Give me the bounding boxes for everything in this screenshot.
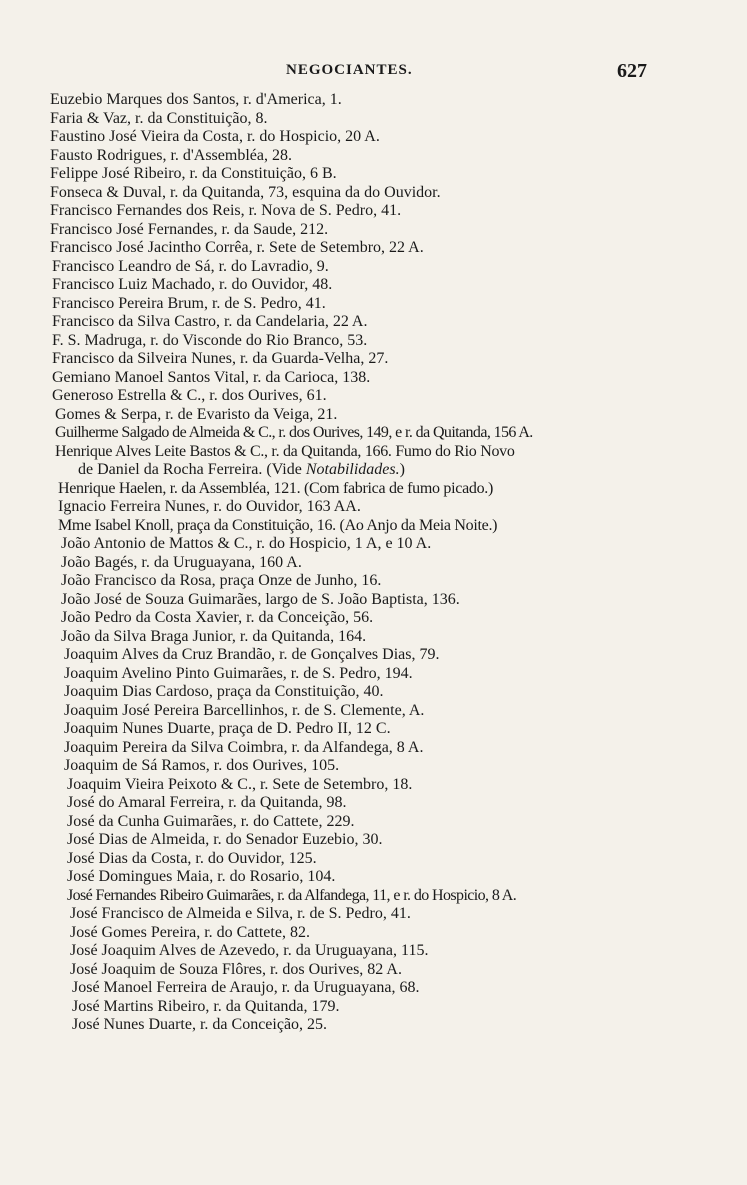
list-item: Francisco da Silveira Nunes, r. da Guarda-Velha, 27. — [52, 350, 389, 367]
page-header — [0, 60, 747, 84]
list-item: Generoso Estrella & C., r. dos Ourives, 61. — [52, 387, 327, 404]
list-item: Joaquim Dias Cardoso, praça da Constituição, 40. — [64, 683, 384, 700]
list-item: José Joaquim de Souza Flôres, r. dos Ourives, 82 A. — [70, 960, 402, 978]
page-number: 627 — [617, 60, 647, 82]
list-item: João José de Souza Guimarães, largo de S. João Baptista, 136. — [61, 590, 460, 608]
list-item: Faustino José Vieira da Costa, r. do Hospicio, 20 A. — [50, 128, 380, 145]
list-item: Joaquim Alves da Cruz Brandão, r. de Gonçalves Dias, 79. — [64, 646, 440, 663]
list-item: João Pedro da Costa Xavier, r. da Conceição, 56. — [61, 609, 374, 626]
list-item: João Francisco da Rosa, praça Onze de Junho, 16. — [61, 572, 382, 589]
list-item: José do Amaral Ferreira, r. da Quitanda, 98. — [67, 794, 347, 811]
list-item: João Antonio de Mattos & C., r. do Hospicio, 1 A, e 10 A. — [61, 535, 432, 552]
list-item: José Dias da Costa, r. do Ouvidor, 125. — [67, 849, 317, 867]
list-item: Felippe José Ribeiro, r. da Constituição, 6 B. — [50, 165, 337, 182]
list-item: Joaquim Vieira Peixoto & C., r. Sete de Setembro, 18. — [67, 775, 413, 793]
list-item: João da Silva Braga Junior, r. da Quitanda, 164. — [61, 627, 367, 645]
page-title: NEGOCIANTES. — [286, 62, 413, 78]
list-item: José Fernandes Ribeiro Guimarães, r. da Alfandega, 11, e r. do Hospicio, 8 A. — [67, 886, 517, 904]
list-item: F. S. Madruga, r. do Visconde do Rio Branco, 53. — [52, 331, 368, 349]
list-item: Fausto Rodrigues, r. d'Assembléa, 28. — [50, 146, 292, 164]
list-item: Joaquim de Sá Ramos, r. dos Ourives, 105. — [64, 757, 340, 774]
list-item: José Francisco de Almeida e Silva, r. de S. Pedro, 41. — [70, 905, 411, 922]
list-item: Joaquim Pereira da Silva Coimbra, r. da Alfandega, 8 A. — [64, 738, 424, 756]
list-item-continuation — [50, 461, 710, 480]
list-item: Gemiano Manoel Santos Vital, r. da Carioca, 138. — [52, 368, 371, 386]
list-item: José da Cunha Guimarães, r. do Cattete, 229. — [67, 812, 355, 830]
list-item: Fonseca & Duval, r. da Quitanda, 73, esquina da do Ouvidor. — [50, 183, 441, 201]
list-item: Francisco José Fernandes, r. da Saude, 212. — [50, 220, 329, 238]
list-item: José Manoel Ferreira de Araujo, r. da Uruguayana, 68. — [72, 979, 420, 996]
list-item: José Nunes Duarte, r. da Conceição, 25. — [72, 1016, 328, 1033]
list-item: José Joaquim Alves de Azevedo, r. da Uruguayana, 115. — [70, 942, 429, 959]
continuation-text: de Daniel da Rocha Ferreira. (Vide — [78, 461, 302, 478]
list-item: Ignacio Ferreira Nunes, r. do Ouvidor, 163 AA. — [58, 498, 361, 515]
list-item: Francisco Leandro de Sá, r. do Lavradio, 9. — [52, 257, 329, 275]
list-item: João Bagés, r. da Uruguayana, 160 A. — [61, 553, 302, 571]
list-item: Joaquim Avelino Pinto Guimarães, r. de S. Pedro, 194. — [64, 664, 413, 682]
list-item: José Gomes Pereira, r. do Cattete, 82. — [70, 923, 310, 941]
list-item: Francisco Luiz Machado, r. do Ouvidor, 48. — [52, 276, 333, 293]
list-item: Henrique Haelen, r. da Assembléa, 121. (Com fabrica de fumo picado.) — [58, 479, 494, 497]
merchant-list — [50, 91, 710, 1035]
list-item: José Dias de Almeida, r. do Senador Euzebio, 30. — [67, 831, 383, 848]
list-item: José Domingues Maia, r. do Rosario, 104. — [67, 868, 336, 885]
list-item: Guilherme Salgado de Almeida & C., r. dos Ourives, 149, e r. da Quitanda, 156 A. — [55, 424, 533, 441]
list-item: Francisco José Jacintho Corrêa, r. Sete de Setembro, 22 A. — [50, 239, 424, 256]
list-item: Henrique Alves Leite Bastos & C., r. da Quitanda, 166. Fumo do Rio Novo — [55, 442, 515, 460]
list-item: Francisco da Silva Castro, r. da Candelaria, 22 A. — [52, 313, 368, 330]
list-item: Mme Isabel Knoll, praça da Constituição, 16. (Ao Anjo da Meia Noite.) — [58, 516, 498, 534]
vide-close: ) — [399, 461, 405, 478]
list-item: Joaquim José Pereira Barcellinhos, r. de S. Clemente, A. — [64, 701, 425, 719]
list-item: Euzebio Marques dos Santos, r. d'America, 1. — [50, 91, 342, 108]
list-item: Faria & Vaz, r. da Constituição, 8. — [50, 109, 268, 127]
vide-reference: Notabilidades. — [305, 461, 400, 478]
list-item: José Martins Ribeiro, r. da Quitanda, 179. — [72, 997, 340, 1015]
list-item: Francisco Fernandes dos Reis, r. Nova de S. Pedro, 41. — [50, 202, 402, 219]
list-item: Joaquim Nunes Duarte, praça de D. Pedro II, 12 C. — [64, 720, 391, 737]
list-item: Gomes & Serpa, r. de Evaristo da Veiga, 21. — [55, 405, 338, 423]
list-item: Francisco Pereira Brum, r. de S. Pedro, 41. — [52, 294, 326, 312]
